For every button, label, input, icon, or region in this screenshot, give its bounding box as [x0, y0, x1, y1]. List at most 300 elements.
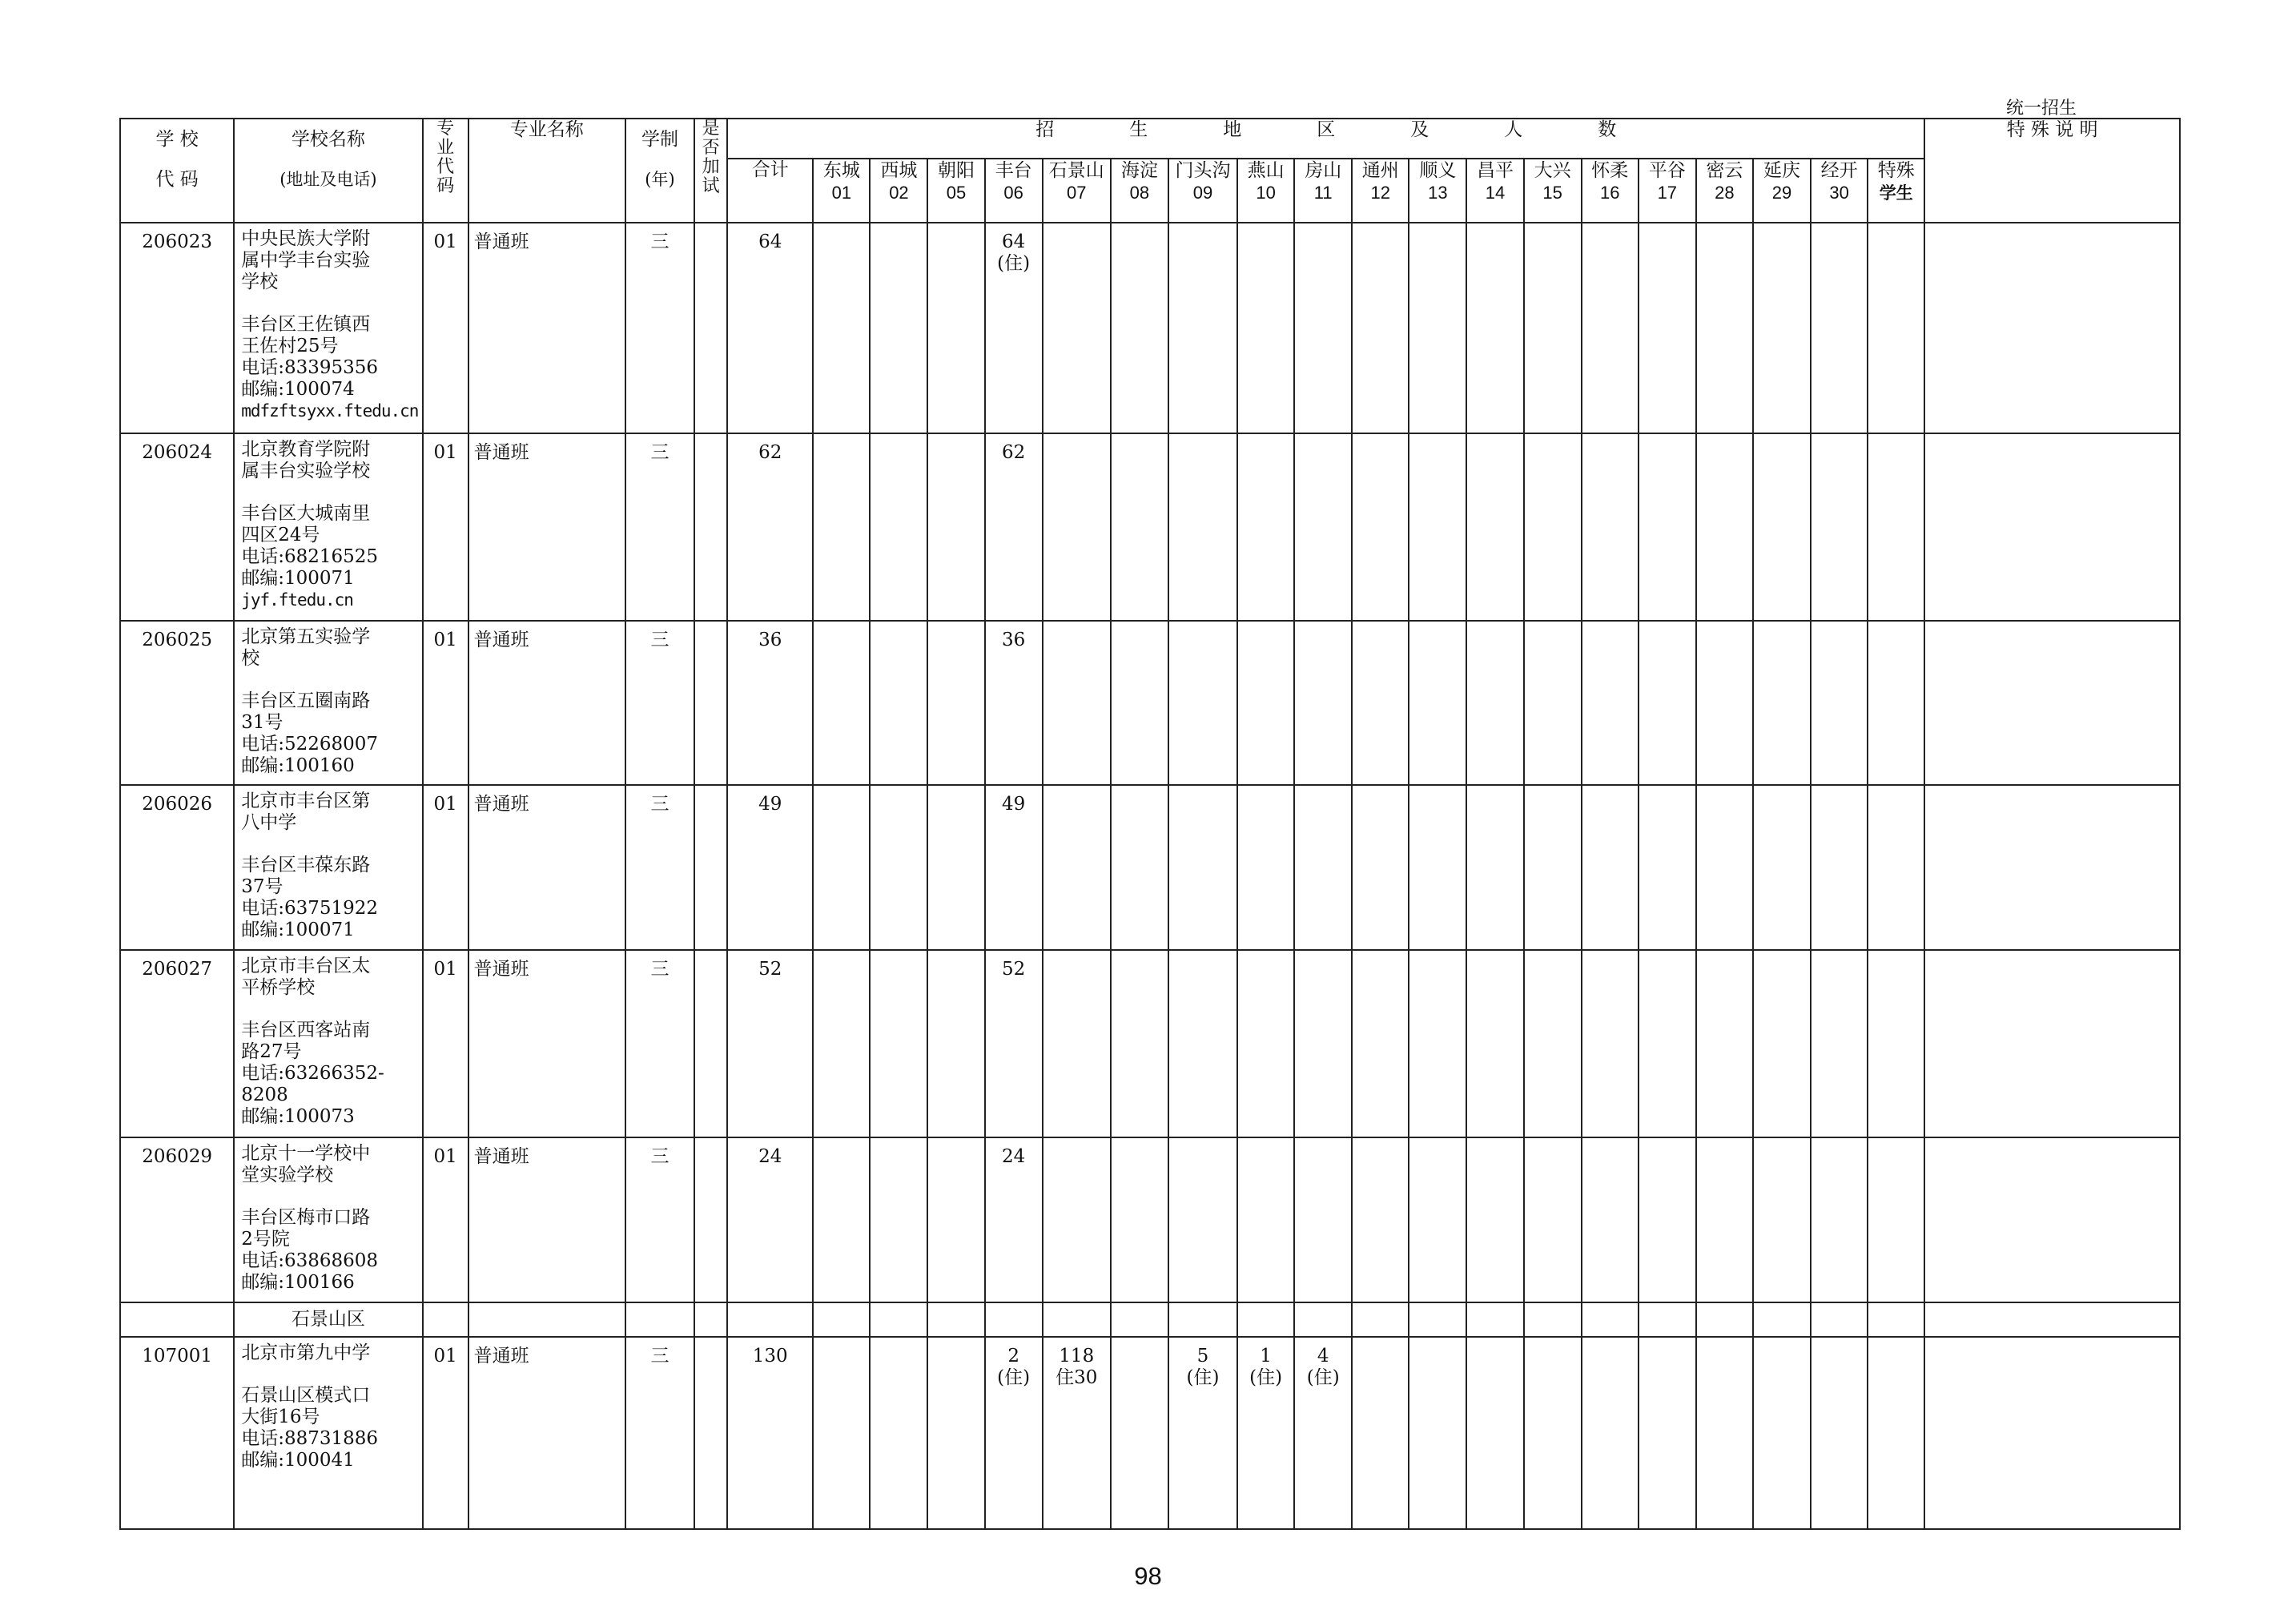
- region-name: 怀柔: [1591, 160, 1629, 181]
- region-name: 经开: [1820, 160, 1858, 181]
- school-code: 206027: [120, 950, 234, 1137]
- address-line: 电话:63868608: [241, 1250, 379, 1271]
- region-code: 07: [1067, 183, 1087, 203]
- region-count-13: [1409, 785, 1466, 950]
- region-count-06: [985, 1337, 1043, 1529]
- region-name: 西城: [880, 160, 918, 181]
- school-row: [120, 433, 2180, 621]
- region-code: 11: [1313, 183, 1333, 203]
- region-count-09: [1168, 1137, 1237, 1302]
- address-line: 电话:52268007: [241, 734, 379, 755]
- years: 三: [625, 785, 694, 950]
- region-count-29: [1753, 785, 1811, 950]
- region-count-学生: [1868, 433, 1924, 621]
- major-name-header: 专业名称: [468, 119, 625, 223]
- region-count-15: [1524, 1137, 1582, 1302]
- region-count-05: [927, 1337, 984, 1529]
- region-count-07: [1043, 433, 1111, 621]
- remarks: [1924, 1337, 2180, 1529]
- extra-test-header-text: 是 否 加 试: [702, 119, 720, 196]
- school-name-line: 校: [241, 648, 260, 669]
- page-number: 98: [1134, 1562, 1162, 1590]
- school-name-line: 属丰台实验学校: [241, 461, 371, 481]
- region-header-06: [985, 159, 1043, 223]
- region-title-header: 招 生 地 区 及 人 数: [727, 119, 1924, 159]
- count-line: 49: [1001, 794, 1026, 815]
- region-header-学生: [1868, 159, 1924, 223]
- region-name: 丰台: [995, 160, 1032, 181]
- region-count-06: [985, 950, 1043, 1137]
- extra-test: [694, 621, 727, 785]
- major-code: 01: [423, 785, 468, 950]
- major-name: 普通班: [468, 950, 625, 1137]
- school-row: [120, 223, 2180, 433]
- count-line: 1: [1260, 1346, 1272, 1366]
- region-name: 特殊: [1877, 160, 1915, 181]
- school-info: [234, 785, 422, 950]
- region-count-06: [985, 433, 1043, 621]
- region-count-09: [1168, 1337, 1237, 1529]
- header-row-1: [120, 119, 2180, 159]
- region-header-13: [1409, 159, 1466, 223]
- total: 24: [727, 1137, 813, 1302]
- school-code: 206023: [120, 223, 234, 433]
- region-header-05: [927, 159, 984, 223]
- region-count-09: [1168, 785, 1237, 950]
- school-name-line: 北京市丰台区太: [241, 956, 371, 976]
- region-count-13: [1409, 950, 1466, 1137]
- total-header: 合计: [727, 159, 813, 223]
- region-count-06: [985, 621, 1043, 785]
- region-count-12: [1352, 621, 1409, 785]
- region-header-02: [870, 159, 927, 223]
- region-count-07: [1043, 1337, 1111, 1529]
- address-line: 邮编:100073: [241, 1106, 355, 1127]
- remarks: [1924, 1137, 2180, 1302]
- region-code: 10: [1256, 183, 1276, 203]
- district-empty: [1237, 1302, 1294, 1337]
- region-code: 01: [831, 183, 852, 203]
- address-line: 丰台区五圈南路: [241, 690, 371, 711]
- major-name: 普通班: [468, 223, 625, 433]
- region-count-10: [1237, 621, 1294, 785]
- region-count-12: [1352, 223, 1409, 433]
- region-count-01: [813, 1137, 870, 1302]
- region-code: 16: [1599, 183, 1620, 203]
- school-address: [241, 503, 416, 611]
- address-line: 电话:63751922: [241, 898, 379, 919]
- years: 三: [625, 433, 694, 621]
- region-count-15: [1524, 785, 1582, 950]
- address-line: 路27号: [241, 1041, 302, 1062]
- region-count-05: [927, 1137, 984, 1302]
- extra-test: [694, 1137, 727, 1302]
- region-count-01: [813, 223, 870, 433]
- region-count-16: [1582, 621, 1639, 785]
- region-name: 昌平: [1477, 160, 1514, 181]
- region-count-29: [1753, 433, 1811, 621]
- region-name: 石景山: [1048, 160, 1104, 181]
- region-name: 房山: [1305, 160, 1342, 181]
- school-info: [234, 223, 422, 433]
- region-count-17: [1639, 950, 1696, 1137]
- count-line: 2: [1007, 1346, 1019, 1366]
- region-count-13: [1409, 621, 1466, 785]
- region-count-28: [1696, 621, 1753, 785]
- school-name-line: 学校: [241, 272, 279, 292]
- region-count-28: [1696, 223, 1753, 433]
- school-name-line: 北京教育学院附: [241, 439, 371, 460]
- region-count-11: [1294, 433, 1352, 621]
- region-count-06: [985, 223, 1043, 433]
- region-count-14: [1466, 621, 1523, 785]
- enrollment-table: [119, 118, 2181, 1530]
- extra-test-header: [694, 119, 727, 223]
- region-count-12: [1352, 1337, 1409, 1529]
- address-line: 四区24号: [241, 525, 320, 545]
- major-code: 01: [423, 950, 468, 1137]
- years: 三: [625, 621, 694, 785]
- region-count-12: [1352, 785, 1409, 950]
- region-code: 14: [1485, 183, 1506, 203]
- region-count-02: [870, 223, 927, 433]
- region-count-01: [813, 433, 870, 621]
- region-header-12: [1352, 159, 1409, 223]
- region-count-28: [1696, 950, 1753, 1137]
- count-line: 4: [1317, 1346, 1329, 1366]
- region-count-11: [1294, 223, 1352, 433]
- school-row: [120, 785, 2180, 950]
- address-line: 丰台区丰葆东路: [241, 855, 371, 875]
- region-count-02: [870, 433, 927, 621]
- major-code: 01: [423, 1137, 468, 1302]
- region-name: 燕山: [1247, 160, 1285, 181]
- region-count-14: [1466, 950, 1523, 1137]
- region-header-07: [1043, 159, 1111, 223]
- school-row: [120, 1137, 2180, 1302]
- region-header-11: [1294, 159, 1352, 223]
- count-line: 36: [1001, 630, 1026, 650]
- school-address: [241, 1020, 416, 1128]
- extra-test: [694, 433, 727, 621]
- region-count-05: [927, 785, 984, 950]
- address-line: 31号: [241, 712, 283, 733]
- region-count-30: [1811, 950, 1868, 1137]
- region-count-15: [1524, 223, 1582, 433]
- region-count-28: [1696, 1337, 1753, 1529]
- region-name: 大兴: [1534, 160, 1571, 181]
- school-website: jyf.ftedu.cn: [241, 590, 353, 610]
- region-header-08: [1111, 159, 1168, 223]
- district-empty: [625, 1302, 694, 1337]
- address-line: 王佐村25号: [241, 336, 339, 356]
- school-info: [234, 950, 422, 1137]
- region-count-09: [1168, 223, 1237, 433]
- extra-test: [694, 223, 727, 433]
- total: 52: [727, 950, 813, 1137]
- years: 三: [625, 1337, 694, 1529]
- major-name: 普通班: [468, 785, 625, 950]
- school-info: [234, 1137, 422, 1302]
- school-name-line: 八中学: [241, 812, 297, 833]
- school-code-header: 学 校 代 码: [120, 119, 234, 223]
- region-header-30: [1811, 159, 1868, 223]
- region-count-30: [1811, 1137, 1868, 1302]
- address-line: 电话:68216525: [241, 546, 379, 567]
- region-header-29: [1753, 159, 1811, 223]
- school-info: [234, 1337, 422, 1529]
- region-count-02: [870, 1137, 927, 1302]
- region-count-08: [1111, 433, 1168, 621]
- region-count-13: [1409, 433, 1466, 621]
- enrollment-type-label: 统一招生: [2006, 99, 2077, 119]
- region-name: 门头沟: [1175, 160, 1231, 181]
- count-line: 62: [1001, 442, 1026, 463]
- district-row: [120, 1302, 2180, 1337]
- address-line: 8208: [241, 1085, 288, 1105]
- region-count-30: [1811, 433, 1868, 621]
- region-count-17: [1639, 1137, 1696, 1302]
- region-code: 学生: [1879, 183, 1913, 203]
- address-line: 邮编:100071: [241, 920, 355, 940]
- region-header-09: [1168, 159, 1237, 223]
- region-code: 05: [946, 183, 967, 203]
- region-code: 08: [1129, 183, 1150, 203]
- major-code: 01: [423, 1337, 468, 1529]
- district-empty: [1696, 1302, 1753, 1337]
- district-empty: [1524, 1302, 1582, 1337]
- region-count-16: [1582, 1137, 1639, 1302]
- region-count-10: [1237, 433, 1294, 621]
- district-empty: [1043, 1302, 1111, 1337]
- region-count-28: [1696, 1137, 1753, 1302]
- region-count-17: [1639, 223, 1696, 433]
- region-code: 13: [1428, 183, 1448, 203]
- address-line: 邮编:100041: [241, 1450, 355, 1471]
- district-empty: [1168, 1302, 1237, 1337]
- region-count-11: [1294, 621, 1352, 785]
- district-empty: [1294, 1302, 1352, 1337]
- region-name: 密云: [1706, 160, 1743, 181]
- region-count-01: [813, 785, 870, 950]
- total: 36: [727, 621, 813, 785]
- address-line: 邮编:100166: [241, 1272, 355, 1293]
- district-empty: [985, 1302, 1043, 1337]
- district-empty: [1466, 1302, 1523, 1337]
- school-name-header: 学校名称 (地址及电话): [234, 119, 422, 223]
- years-header: 学制 (年): [625, 119, 694, 223]
- district-empty: [1409, 1302, 1466, 1337]
- region-count-30: [1811, 223, 1868, 433]
- major-code: 01: [423, 223, 468, 433]
- count-line: (住): [1186, 1367, 1220, 1388]
- district-empty: [1111, 1302, 1168, 1337]
- region-count-29: [1753, 1337, 1811, 1529]
- school-name-line: 北京市丰台区第: [241, 791, 371, 811]
- region-count-07: [1043, 950, 1111, 1137]
- district-empty: [423, 1302, 468, 1337]
- region-name: 朝阳: [938, 160, 975, 181]
- school-row: [120, 621, 2180, 785]
- region-count-05: [927, 621, 984, 785]
- address-line: 邮编:100071: [241, 568, 355, 589]
- major-name: 普通班: [468, 1137, 625, 1302]
- region-count-14: [1466, 1337, 1523, 1529]
- region-count-06: [985, 785, 1043, 950]
- region-count-05: [927, 223, 984, 433]
- region-count-13: [1409, 223, 1466, 433]
- school-name-line: 北京第五实验学: [241, 626, 371, 647]
- count-line: 住30: [1056, 1367, 1098, 1388]
- major-code: 01: [423, 621, 468, 785]
- region-count-02: [870, 950, 927, 1137]
- address-line: 电话:88731886: [241, 1428, 379, 1449]
- remarks: [1924, 223, 2180, 433]
- region-count-16: [1582, 950, 1639, 1137]
- region-count-11: [1294, 1337, 1352, 1529]
- region-count-28: [1696, 785, 1753, 950]
- region-count-11: [1294, 950, 1352, 1137]
- region-name: 海淀: [1120, 160, 1158, 181]
- school-info: [234, 433, 422, 621]
- address-line: 2号院: [241, 1229, 290, 1250]
- region-count-07: [1043, 785, 1111, 950]
- region-count-08: [1111, 223, 1168, 433]
- region-code: 17: [1657, 183, 1678, 203]
- region-header-14: [1466, 159, 1523, 223]
- region-code: 29: [1771, 183, 1792, 203]
- school-row: [120, 950, 2180, 1137]
- count-line: (住): [1306, 1367, 1340, 1388]
- region-code: 09: [1192, 183, 1213, 203]
- region-count-05: [927, 950, 984, 1137]
- region-count-15: [1524, 433, 1582, 621]
- school-address: [241, 1385, 416, 1471]
- remarks: [1924, 433, 2180, 621]
- region-count-14: [1466, 1137, 1523, 1302]
- region-header-17: [1639, 159, 1696, 223]
- region-count-14: [1466, 785, 1523, 950]
- address-line: 丰台区大城南里: [241, 503, 371, 524]
- address-line: 丰台区梅市口路: [241, 1207, 371, 1228]
- region-code: 06: [1003, 183, 1023, 203]
- total: 62: [727, 433, 813, 621]
- school-address: [241, 1207, 416, 1294]
- school-name-line: 北京十一学校中: [241, 1143, 371, 1164]
- count-line: 118: [1059, 1346, 1095, 1366]
- extra-test: [694, 950, 727, 1137]
- extra-test: [694, 1337, 727, 1529]
- region-count-30: [1811, 1337, 1868, 1529]
- region-count-02: [870, 785, 927, 950]
- region-count-16: [1582, 1337, 1639, 1529]
- total: 49: [727, 785, 813, 950]
- region-code: 28: [1715, 183, 1735, 203]
- region-count-01: [813, 621, 870, 785]
- region-count-08: [1111, 1137, 1168, 1302]
- school-code: 206024: [120, 433, 234, 621]
- district-empty: [468, 1302, 625, 1337]
- region-count-10: [1237, 950, 1294, 1137]
- years: 三: [625, 1137, 694, 1302]
- region-count-09: [1168, 950, 1237, 1137]
- region-count-17: [1639, 621, 1696, 785]
- district-code: [120, 1302, 234, 1337]
- remarks: [1924, 621, 2180, 785]
- major-name: 普通班: [468, 621, 625, 785]
- district-empty: [694, 1302, 727, 1337]
- school-info: [234, 621, 422, 785]
- count-line: 52: [1001, 959, 1026, 980]
- address-line: 石景山区模式口: [241, 1385, 371, 1406]
- region-count-08: [1111, 1337, 1168, 1529]
- region-count-13: [1409, 1337, 1466, 1529]
- region-count-30: [1811, 785, 1868, 950]
- region-count-02: [870, 1337, 927, 1529]
- region-count-11: [1294, 785, 1352, 950]
- major-code-header-text: 专 业 代 码: [436, 119, 455, 196]
- count-line: 24: [1001, 1146, 1026, 1167]
- region-count-28: [1696, 433, 1753, 621]
- region-count-16: [1582, 433, 1639, 621]
- region-count-30: [1811, 621, 1868, 785]
- region-count-16: [1582, 223, 1639, 433]
- school-address: [241, 314, 419, 422]
- region-count-学生: [1868, 785, 1924, 950]
- region-count-09: [1168, 433, 1237, 621]
- region-count-29: [1753, 223, 1811, 433]
- district-empty: [1811, 1302, 1868, 1337]
- region-count-07: [1043, 1137, 1111, 1302]
- region-count-12: [1352, 433, 1409, 621]
- school-name-line: 中央民族大学附: [241, 228, 371, 249]
- region-count-02: [870, 621, 927, 785]
- remarks: [1924, 785, 2180, 950]
- remarks: [1924, 950, 2180, 1137]
- school-website: mdfzftsyxx.ftedu.cn: [241, 401, 419, 421]
- district-empty: [1868, 1302, 1924, 1337]
- region-count-10: [1237, 785, 1294, 950]
- count-line: (住): [1249, 1367, 1283, 1388]
- district-empty: [927, 1302, 984, 1337]
- years: 三: [625, 950, 694, 1137]
- district-empty: [1639, 1302, 1696, 1337]
- school-code: 206025: [120, 621, 234, 785]
- address-line: 37号: [241, 876, 283, 897]
- school-name-line: 堂实验学校: [241, 1165, 334, 1185]
- region-count-17: [1639, 1337, 1696, 1529]
- region-count-10: [1237, 223, 1294, 433]
- school-address: [241, 855, 416, 941]
- address-line: 大街16号: [241, 1407, 320, 1427]
- region-count-08: [1111, 785, 1168, 950]
- school-row: [120, 1337, 2180, 1529]
- region-header-15: [1524, 159, 1582, 223]
- region-count-16: [1582, 785, 1639, 950]
- region-count-12: [1352, 1137, 1409, 1302]
- years: 三: [625, 223, 694, 433]
- region-name: 通州: [1361, 160, 1399, 181]
- count-line: (住): [997, 1367, 1031, 1388]
- district-name: 石景山区: [234, 1302, 422, 1337]
- region-count-14: [1466, 223, 1523, 433]
- school-name-line: 平桥学校: [241, 977, 316, 998]
- address-line: 邮编:100074: [241, 379, 355, 400]
- region-code: 30: [1829, 183, 1849, 203]
- region-count-08: [1111, 950, 1168, 1137]
- region-name: 平谷: [1648, 160, 1686, 181]
- region-count-10: [1237, 1137, 1294, 1302]
